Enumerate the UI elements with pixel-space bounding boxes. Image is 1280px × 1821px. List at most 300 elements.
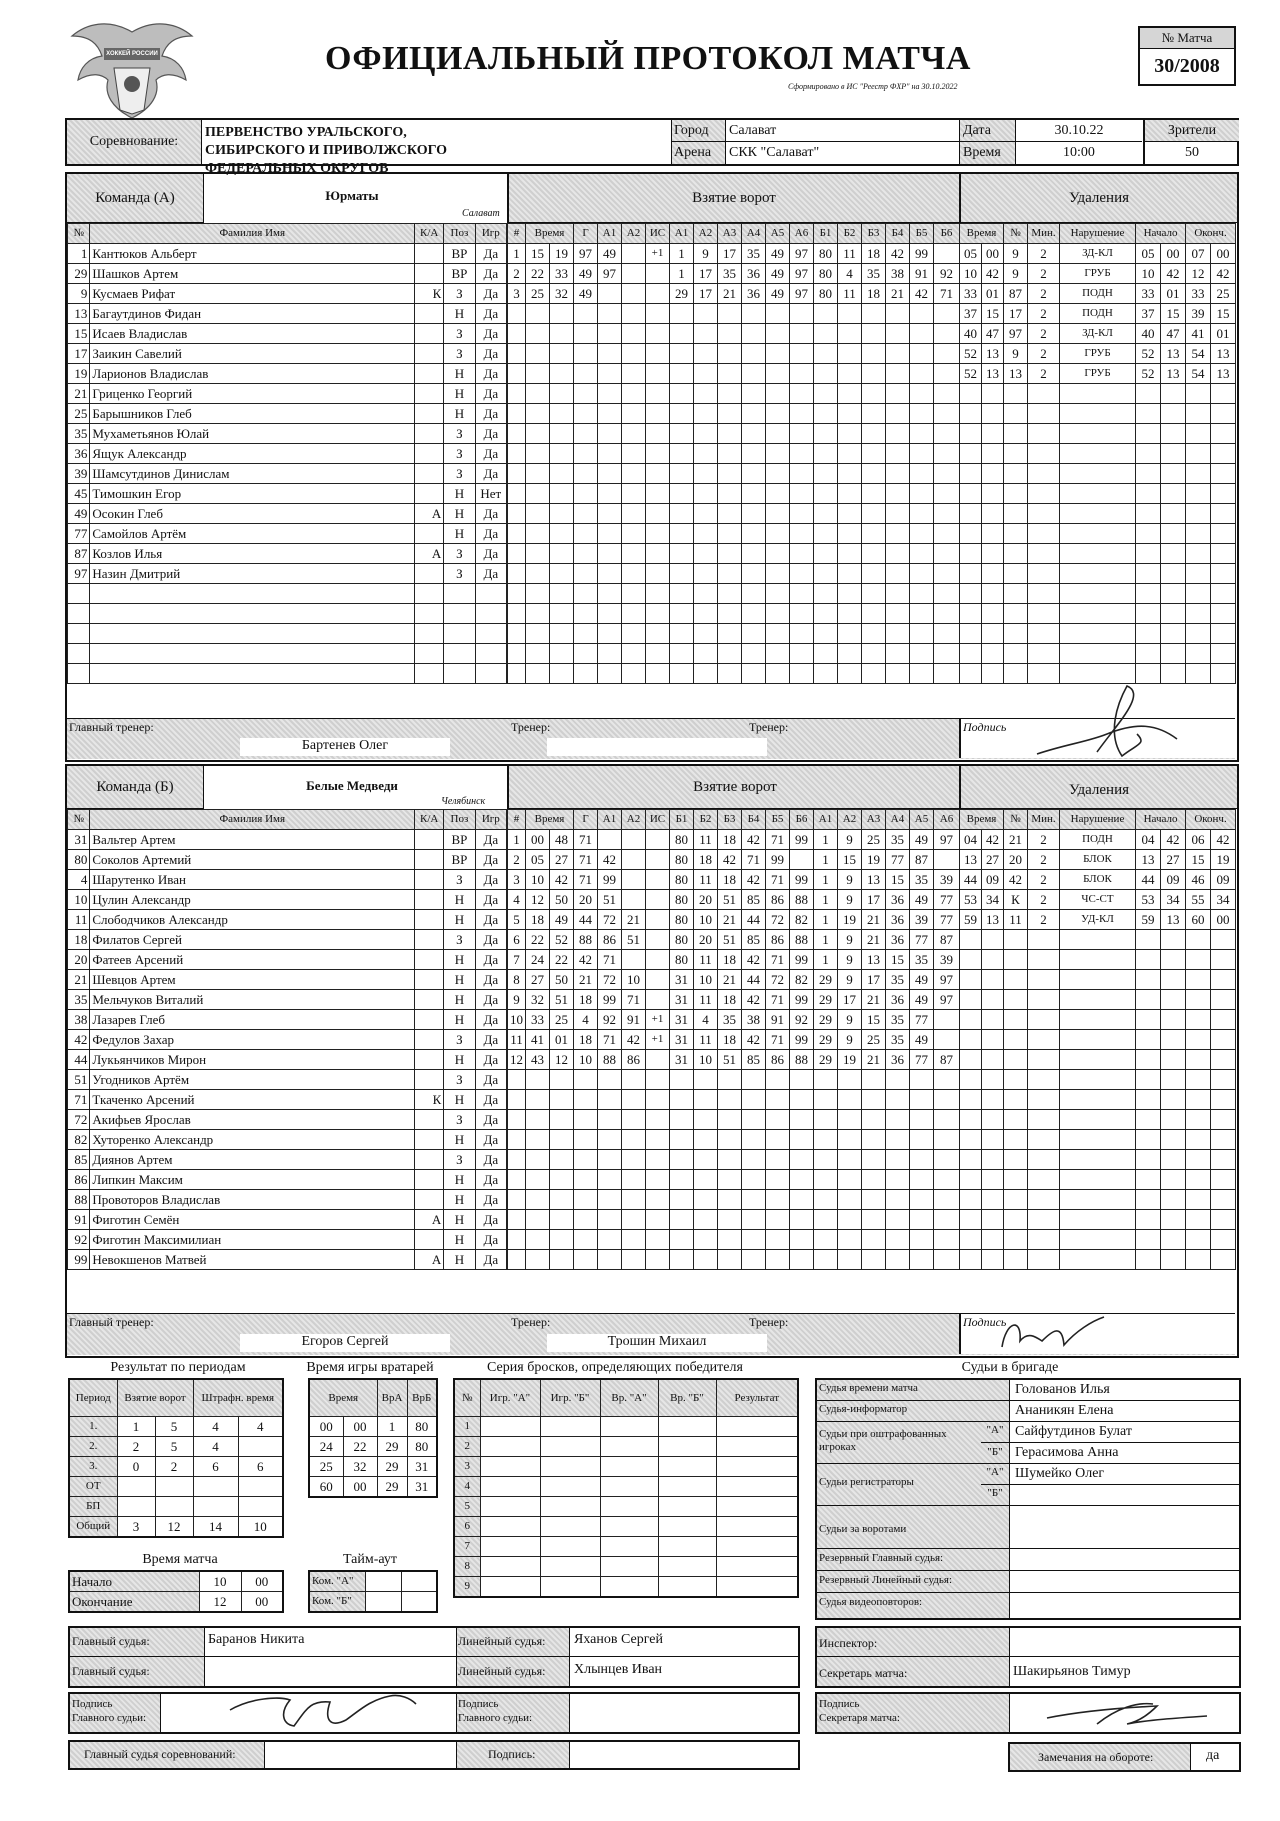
- goal-cell: [934, 304, 960, 324]
- team-a-coach: [547, 738, 767, 756]
- roster-no: 82: [68, 1130, 90, 1150]
- shootout-cell: [540, 1417, 600, 1437]
- roster-no: 13: [68, 304, 90, 324]
- roster-pos: Н: [444, 504, 475, 524]
- goal-row: [508, 604, 960, 624]
- roster-play: Да: [475, 1150, 506, 1170]
- goal-cell: [790, 524, 814, 544]
- goal-cell: [670, 304, 694, 324]
- goal-cell: [766, 664, 790, 684]
- goal-cell: 18: [718, 830, 742, 850]
- penalty-cell: [1211, 1090, 1236, 1110]
- roster-no: 86: [68, 1170, 90, 1190]
- goal-cell: [766, 1150, 790, 1170]
- penalty-cell: [982, 1210, 1004, 1230]
- goal-cell: [766, 504, 790, 524]
- goal-cell: 10: [694, 910, 718, 930]
- roster-pos: Н: [444, 890, 475, 910]
- shootout-cell: [716, 1557, 798, 1577]
- shootout-cell: [480, 1517, 540, 1537]
- goal-cell: [886, 1130, 910, 1150]
- goal-cell: [508, 544, 526, 564]
- goal-cell: [934, 524, 960, 544]
- goal-cell: [598, 464, 622, 484]
- page-title: ОФИЦИАЛЬНЫЙ ПРОТОКОЛ МАТЧА: [325, 40, 971, 77]
- goal-cell: [574, 1250, 598, 1270]
- penalty-cell: [982, 1230, 1004, 1250]
- goal-cell: 1: [814, 890, 838, 910]
- goal-cell: [622, 384, 646, 404]
- goal-cell: [694, 664, 718, 684]
- shootout-cell: [540, 1517, 600, 1537]
- shootout-no: 5: [454, 1497, 480, 1517]
- goal-cell: [574, 364, 598, 384]
- roster-name: [90, 644, 415, 664]
- penalty-cell: [960, 1070, 982, 1090]
- penalty-cell: [1211, 584, 1236, 604]
- goal-row: [508, 1070, 960, 1090]
- goal-cell: 42: [742, 950, 766, 970]
- goal-cell: [742, 304, 766, 324]
- goal-cell: [622, 1130, 646, 1150]
- goal-cell: [646, 484, 670, 504]
- shootout-cell: [600, 1577, 658, 1598]
- goal-cell: [508, 1250, 526, 1270]
- goal-cell: [598, 544, 622, 564]
- goals-col-header: А5: [766, 224, 790, 244]
- goal-row: [508, 284, 960, 304]
- remarks-box: [1008, 1742, 1241, 1772]
- referee-crew-box: [815, 1378, 1241, 1620]
- goal-cell: [790, 1230, 814, 1250]
- goal-cell: [574, 544, 598, 564]
- penalty-cell: [1211, 644, 1236, 664]
- spectators-label: Зрители: [1143, 120, 1239, 142]
- goal-cell: [526, 584, 550, 604]
- roster-name: Невокшенов Матвей: [90, 1250, 415, 1270]
- roster-row: [68, 1090, 507, 1110]
- penalty-cell: [1028, 970, 1060, 990]
- penalty-cell: [1161, 504, 1186, 524]
- goal-cell: [910, 1110, 934, 1130]
- referee-crew-title: Судьи в бригаде: [961, 1360, 1059, 1375]
- roster-play: Да: [475, 990, 506, 1010]
- penalty-cell: [1136, 1250, 1161, 1270]
- penalty-cell: [1161, 604, 1186, 624]
- goal-cell: [508, 604, 526, 624]
- goal-row: [508, 870, 960, 890]
- video-judge-label: Судья видеоповторов:: [819, 1596, 923, 1608]
- period-cell: БП: [69, 1497, 117, 1517]
- goal-cell: [574, 344, 598, 364]
- penalty-cell: [960, 1250, 982, 1270]
- goal-cell: [934, 1070, 960, 1090]
- team-a-roster: [67, 223, 507, 684]
- goal-cell: [886, 544, 910, 564]
- goal-cell: [646, 464, 670, 484]
- roster-no: [68, 584, 90, 604]
- roster-pos: З: [444, 870, 475, 890]
- goal-cell: [694, 364, 718, 384]
- penalty-cell: 21: [1004, 830, 1028, 850]
- goal-cell: [550, 324, 574, 344]
- roster-ka: [415, 890, 444, 910]
- goals-col-header: Б2: [838, 224, 862, 244]
- roster-play: [475, 664, 506, 684]
- penalty-cell: 04: [1136, 830, 1161, 850]
- penalty-cell: 15: [1211, 304, 1236, 324]
- penalty-cell: [1004, 930, 1028, 950]
- period-row: [69, 1437, 283, 1457]
- penalty-cell: [1211, 1050, 1236, 1070]
- period-cell: 10: [238, 1517, 283, 1538]
- roster-play: Да: [475, 364, 506, 384]
- penalty-row: [960, 930, 1236, 950]
- goal-cell: [718, 544, 742, 564]
- penalty-row: [960, 870, 1236, 890]
- roster-pos: Н: [444, 910, 475, 930]
- penalties-header: [960, 224, 1236, 244]
- goal-cell: [646, 384, 670, 404]
- roster-col-header: Поз: [444, 224, 475, 244]
- goal-cell: 21: [862, 1050, 886, 1070]
- goal-cell: [790, 1130, 814, 1150]
- roster-pos: З: [444, 930, 475, 950]
- goal-cell: [790, 464, 814, 484]
- goal-cell: [574, 1230, 598, 1250]
- goal-cell: [814, 524, 838, 544]
- goal-cell: [694, 444, 718, 464]
- roster-ka: [415, 950, 444, 970]
- roster-name: Лукьянчиков Мирон: [90, 1050, 415, 1070]
- penalty-cell: [1161, 950, 1186, 970]
- penalty-cell: 55: [1186, 890, 1211, 910]
- match-time-table: [68, 1570, 284, 1613]
- goal-cell: [550, 1190, 574, 1210]
- roster-row: [68, 384, 507, 404]
- roster-row: [68, 870, 507, 890]
- penalty-cell: [1161, 644, 1186, 664]
- goal-cell: [934, 604, 960, 624]
- period-cell: 6: [238, 1457, 283, 1477]
- period-cell: [238, 1497, 283, 1517]
- informer-label: Судья-информатор: [819, 1403, 908, 1415]
- penalty-cell: 17: [1004, 304, 1028, 324]
- roster-name: Фиготин Максимилиан: [90, 1230, 415, 1250]
- goal-cell: [742, 1190, 766, 1210]
- goal-cell: 97: [598, 264, 622, 284]
- roster-play: Да: [475, 544, 506, 564]
- penalty-cell: [960, 950, 982, 970]
- goal-cell: 51: [718, 1050, 742, 1070]
- shootout-cell: [540, 1537, 600, 1557]
- penalty-cell: [1060, 930, 1136, 950]
- goal-cell: [670, 1170, 694, 1190]
- roster-pos: З: [444, 1110, 475, 1130]
- match-end-label: Окончание: [69, 1592, 199, 1613]
- penalty-cell: 2: [1028, 890, 1060, 910]
- roster-play: Да: [475, 970, 506, 990]
- penalty-cell: 10: [960, 264, 982, 284]
- inspector-label: Инспектор:: [819, 1636, 878, 1650]
- goal-cell: 80: [814, 244, 838, 264]
- penalty-cell: 00: [982, 244, 1004, 264]
- goal-row: [508, 584, 960, 604]
- shootout-no: 3: [454, 1457, 480, 1477]
- goal-cell: [670, 1230, 694, 1250]
- roster-row: [68, 1230, 507, 1250]
- penalty-cell: [1136, 1110, 1161, 1130]
- goal-cell: 17: [862, 970, 886, 990]
- penalty-cell: [1004, 404, 1028, 424]
- goal-cell: [862, 624, 886, 644]
- roster-ka: [415, 564, 444, 584]
- goal-cell: [622, 1090, 646, 1110]
- penalty-cell: [1136, 644, 1161, 664]
- penalty-cell: [1136, 444, 1161, 464]
- goal-cell: [742, 584, 766, 604]
- timeout-b-min: [365, 1592, 401, 1613]
- goal-cell: [742, 424, 766, 444]
- goal-cell: 18: [718, 870, 742, 890]
- penalty-col-header: Время: [960, 810, 1004, 830]
- goal-cell: 27: [550, 850, 574, 870]
- goal-cell: [550, 584, 574, 604]
- goal-cell: [838, 364, 862, 384]
- goal-cell: [910, 1250, 934, 1270]
- goal-cell: 19: [862, 850, 886, 870]
- penalty-cell: [1028, 1150, 1060, 1170]
- roster-pos: З: [444, 544, 475, 564]
- goal-cell: [838, 1150, 862, 1170]
- penalty-cell: [1060, 1010, 1136, 1030]
- shootout-cell: [658, 1497, 716, 1517]
- penalty-cell: [1136, 1130, 1161, 1150]
- shootout-cell: [540, 1497, 600, 1517]
- goal-cell: [598, 384, 622, 404]
- goalie-header: [309, 1379, 437, 1417]
- goal-row: [508, 304, 960, 324]
- goal-cell: 71: [598, 1030, 622, 1050]
- penalty-cell: [960, 544, 982, 564]
- penalty-cell: 41: [1186, 324, 1211, 344]
- goal-cell: [694, 1190, 718, 1210]
- goal-cell: [934, 444, 960, 464]
- goal-cell: [508, 1110, 526, 1130]
- roster-no: 25: [68, 404, 90, 424]
- penalty-cell: [982, 1170, 1004, 1190]
- shootout-col-header: Игр. "А": [480, 1379, 540, 1417]
- penalty-cell: [1136, 930, 1161, 950]
- goal-cell: 21: [862, 910, 886, 930]
- goal-row: [508, 970, 960, 990]
- goals-col-header: А1: [670, 224, 694, 244]
- goal-cell: 85: [742, 930, 766, 950]
- goal-cell: [670, 404, 694, 424]
- goal-cell: [508, 464, 526, 484]
- goal-cell: [862, 1150, 886, 1170]
- period-cell: 1.: [69, 1417, 117, 1437]
- goal-cell: [646, 304, 670, 324]
- goal-cell: [598, 644, 622, 664]
- roster-ka: [415, 484, 444, 504]
- goal-cell: [646, 850, 670, 870]
- penalty-cell: [1136, 1210, 1161, 1230]
- goals-col-header: #: [508, 810, 526, 830]
- penalty-cell: 11: [1004, 910, 1028, 930]
- roster-name: Вальтер Артем: [90, 830, 415, 850]
- penalty-cell: [1136, 424, 1161, 444]
- penalty-cell: [1028, 990, 1060, 1010]
- penalty-cell: 39: [1186, 304, 1211, 324]
- roster-pos: ВР: [444, 264, 475, 284]
- goal-cell: [598, 484, 622, 504]
- goal-cell: [910, 404, 934, 424]
- penalty-cell: [1060, 1210, 1136, 1230]
- goal-cell: 39: [934, 950, 960, 970]
- penalty-cell: 2: [1028, 324, 1060, 344]
- penalty-row: [960, 604, 1236, 624]
- roster-name: Лазарев Глеб: [90, 1010, 415, 1030]
- shootout-cell: [600, 1557, 658, 1577]
- penalty-cell: [1004, 1130, 1028, 1150]
- goal-cell: [718, 324, 742, 344]
- goal-cell: [934, 364, 960, 384]
- goal-cell: [670, 364, 694, 384]
- goal-cell: 11: [694, 990, 718, 1010]
- penalty-cell: [982, 564, 1004, 584]
- goal-cell: [646, 1170, 670, 1190]
- penalty-cell: 01: [1211, 324, 1236, 344]
- goal-cell: [742, 1170, 766, 1190]
- penalty-cell: 34: [1161, 890, 1186, 910]
- penalty-cell: [1004, 564, 1028, 584]
- roster-pos: [444, 664, 475, 684]
- penalty-cell: 33: [960, 284, 982, 304]
- goal-cell: 21: [862, 930, 886, 950]
- goal-cell: 52: [550, 930, 574, 950]
- penalty-cell: [960, 624, 982, 644]
- goal-cell: 12: [550, 1050, 574, 1070]
- penalty-cell: [960, 584, 982, 604]
- period-row: [69, 1417, 283, 1437]
- roster-ka: [415, 464, 444, 484]
- roster-play: [475, 604, 506, 624]
- shootout-cell: [658, 1477, 716, 1497]
- goal-cell: 51: [622, 930, 646, 950]
- goal-cell: [670, 564, 694, 584]
- federation-logo: [68, 14, 196, 124]
- goal-cell: 11: [838, 244, 862, 264]
- penalty-row: [960, 264, 1236, 284]
- goal-cell: 77: [910, 1010, 934, 1030]
- goal-cell: [694, 304, 718, 324]
- goal-cell: 1: [814, 850, 838, 870]
- penalty-row: [960, 284, 1236, 304]
- periods-table: [68, 1378, 284, 1538]
- roster-row: [68, 304, 507, 324]
- goalie-cell: 22: [343, 1437, 377, 1457]
- penalty-cell: [1136, 1230, 1161, 1250]
- main-ref-label-2: Главный судья:: [72, 1664, 150, 1678]
- roster-pos: ВР: [444, 244, 475, 264]
- shootout-cell: [658, 1417, 716, 1437]
- roster-row: [68, 1130, 507, 1150]
- goal-cell: [694, 1170, 718, 1190]
- penalty-cell: [1060, 970, 1136, 990]
- goal-cell: [646, 404, 670, 424]
- goal-cell: [910, 1210, 934, 1230]
- roster-play: Да: [475, 1050, 506, 1070]
- penalty-cell: 13: [1211, 364, 1236, 384]
- goal-cell: 87: [934, 1050, 960, 1070]
- goal-cell: [550, 664, 574, 684]
- roster-no: 92: [68, 1230, 90, 1250]
- goal-cell: 43: [526, 1050, 550, 1070]
- roster-name: Шарутенко Иван: [90, 870, 415, 890]
- goal-cell: [574, 424, 598, 444]
- goal-cell: [526, 524, 550, 544]
- remarks-label: Замечания на обороте:: [1038, 1750, 1154, 1764]
- goal-cell: 10: [694, 1050, 718, 1070]
- competition-name: ПЕРВЕНСТВО УРАЛЬСКОГО, СИБИРСКОГО И ПРИВОЛЖСКОГО ФЕДЕРАЛЬНЫХ ОКРУГОВ: [205, 125, 448, 176]
- roster-no: 1: [68, 244, 90, 264]
- goal-row: [508, 384, 960, 404]
- goal-cell: [838, 1110, 862, 1130]
- penalty-cell: 87: [1004, 284, 1028, 304]
- goal-cell: 71: [742, 850, 766, 870]
- penalty-cell: [982, 624, 1004, 644]
- goal-cell: 35: [886, 1010, 910, 1030]
- goal-cell: [508, 624, 526, 644]
- goal-cell: 71: [598, 950, 622, 970]
- roster-row: [68, 950, 507, 970]
- goals-col-header: А1: [814, 810, 838, 830]
- goal-cell: 6: [508, 930, 526, 950]
- goal-cell: 31: [670, 1010, 694, 1030]
- goal-cell: 36: [886, 890, 910, 910]
- penalty-cell: [1028, 1110, 1060, 1130]
- penalty-cell: [1211, 384, 1236, 404]
- penalty-cell: [1211, 1190, 1236, 1210]
- goal-cell: [598, 324, 622, 344]
- goal-cell: [742, 524, 766, 544]
- period-cell: [155, 1497, 193, 1517]
- goal-cell: [670, 1090, 694, 1110]
- penalty-cell: [1161, 564, 1186, 584]
- penalty-cell: 47: [982, 324, 1004, 344]
- goal-cell: [838, 304, 862, 324]
- goals-col-header: Время: [526, 810, 574, 830]
- goal-row: [508, 1250, 960, 1270]
- goal-cell: [508, 424, 526, 444]
- penalty-row: [960, 664, 1236, 684]
- goal-cell: [742, 324, 766, 344]
- shootout-cell: [480, 1537, 540, 1557]
- goal-cell: [766, 1070, 790, 1090]
- goal-cell: [766, 1210, 790, 1230]
- penalty-cell: [982, 1050, 1004, 1070]
- penalty-cell: ЗД-КЛ: [1060, 244, 1136, 264]
- penalty-cell: 42: [1161, 830, 1186, 850]
- roster-play: Да: [475, 1110, 506, 1130]
- goal-cell: [670, 504, 694, 524]
- team-b-city: Челябинск: [441, 796, 486, 807]
- goal-cell: [622, 364, 646, 384]
- goalie-cell: 31: [407, 1457, 437, 1477]
- roster-no: 11: [68, 910, 90, 930]
- goal-cell: [862, 504, 886, 524]
